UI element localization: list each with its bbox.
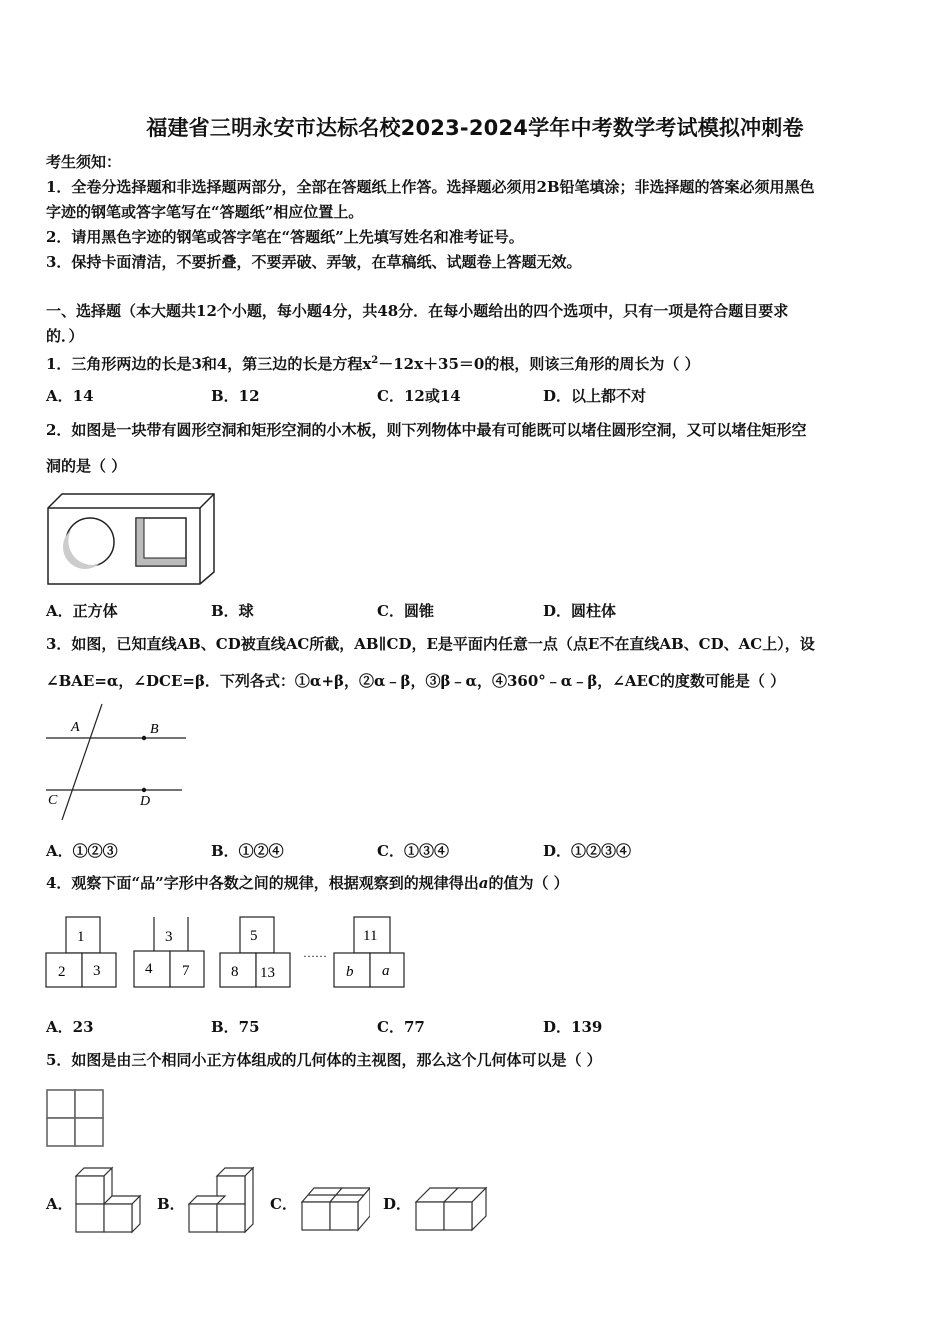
question-1-text: 1．三角形两边的长是3和4，第三边的长是方程x — [46, 355, 372, 373]
front-view-figure — [44, 1087, 106, 1149]
question-4-text: 4．观察下面“品”字形中各数之间的规律，根据观察到的规律得出 — [46, 874, 479, 892]
q5-option-a-figure[interactable] — [72, 1162, 144, 1234]
question-2: 2．如图是一块带有圆形空洞和矩形空洞的小木板，则下列物体中最有可能既可以堵住圆形空洞，又可以堵住矩形空 — [46, 421, 807, 439]
pin-left: 2 — [58, 964, 66, 980]
notice-item: 3．保持卡面清洁，不要折叠，不要弄破、弄皱，在草稿纸、试题卷上答题无效。 — [46, 253, 582, 271]
q5-option-b[interactable]: B． — [157, 1195, 185, 1213]
q5-option-b-figure[interactable] — [185, 1162, 257, 1234]
pin-top: 1 — [77, 929, 85, 945]
parallel-lines-figure — [44, 700, 189, 825]
page-title: 福建省三明永安市达标名校2023-2024学年中考数学考试模拟冲刺卷 — [146, 116, 804, 140]
q1-option-b[interactable]: B．12 — [211, 387, 260, 405]
label-b: B — [150, 722, 159, 737]
q1-option-d[interactable]: D．以上都不对 — [543, 387, 647, 405]
q3-option-b[interactable]: B．①②④ — [211, 842, 284, 860]
pin-left: 8 — [231, 964, 239, 980]
pin-right: 7 — [182, 963, 190, 979]
question-1-text-cont: －12x＋35＝0的根，则该三角形的周长为（ ） — [378, 355, 700, 373]
q5-option-d-figure[interactable] — [412, 1180, 492, 1234]
q4-option-b[interactable]: B．75 — [211, 1018, 260, 1036]
question-1 — [46, 351, 700, 374]
q1-option-c[interactable]: C．12或14 — [377, 387, 461, 405]
q5-option-a[interactable]: A． — [46, 1195, 73, 1213]
wooden-board-figure — [44, 490, 219, 588]
pin-right: 3 — [93, 963, 101, 979]
notice-heading: 考生须知： — [46, 153, 122, 171]
notice-item: 1．全卷分选择题和非选择题两部分，全部在答题纸上作答。选择题必须用2B铅笔填涂；非选择题的答案必须用黑色 — [46, 178, 815, 196]
question-4 — [46, 873, 569, 893]
q3-option-a[interactable]: A．①②③ — [46, 842, 118, 860]
question-4-text-cont: 的值为（ ） — [488, 874, 569, 892]
q5-option-c-figure[interactable] — [298, 1180, 370, 1234]
q2-option-a[interactable]: A．正方体 — [46, 602, 118, 620]
pin-group — [134, 917, 204, 987]
pin-top: 3 — [165, 929, 173, 945]
label-c: C — [48, 793, 58, 808]
pin-left: 4 — [145, 961, 153, 977]
ellipsis-dots: …… — [303, 946, 327, 960]
q4-option-a[interactable]: A．23 — [46, 1018, 94, 1036]
section-heading-cont: 的．） — [46, 327, 84, 345]
pin-right: a — [382, 963, 390, 979]
q3-option-c[interactable]: C．①③④ — [377, 842, 449, 860]
q2-option-c[interactable]: C．圆锥 — [377, 602, 434, 620]
q2-option-b[interactable]: B．球 — [211, 602, 254, 620]
q4-option-d[interactable]: D．139 — [543, 1018, 603, 1036]
section-heading: 一、选择题（本大题共12个小题，每小题4分，共48分．在每小题给出的四个选项中，只有一项是符合题目要求 — [46, 302, 789, 320]
pin-group — [334, 917, 404, 987]
pin-group — [46, 917, 116, 987]
pin-top: 11 — [363, 928, 378, 944]
q2-option-d[interactable]: D．圆柱体 — [543, 602, 617, 620]
q3-option-d[interactable]: D．①②③④ — [543, 842, 632, 860]
label-d: D — [140, 794, 151, 809]
pin-top: 5 — [250, 928, 258, 944]
pin-right: 13 — [260, 965, 275, 981]
pin-pattern-figure — [44, 915, 409, 991]
pin-left: b — [346, 964, 354, 980]
q4-option-c[interactable]: C．77 — [377, 1018, 425, 1036]
question-3-cont: ∠BAE=α，∠DCE=β．下列各式：①α+β，②α﹣β，③β﹣α，④360°﹣α﹣β，∠AEC的度数可能是（ ） — [46, 672, 786, 690]
line-ac — [62, 704, 102, 820]
q1-option-a[interactable]: A．14 — [46, 387, 94, 405]
q5-option-d[interactable]: D． — [383, 1195, 412, 1213]
pin-group — [220, 917, 290, 987]
question-5: 5．如图是由三个相同小正方体组成的几何体的主视图，那么这个几何体可以是（ ） — [46, 1051, 602, 1069]
q5-option-c[interactable]: C． — [270, 1195, 297, 1213]
question-3: 3．如图，已知直线AB、CD被直线AC所截，AB∥CD，E是平面内任意一点（点E不在直线AB、CD、AC上），设 — [46, 635, 815, 653]
label-a: A — [71, 720, 80, 735]
notice-item: 2．请用黑色字迹的钢笔或答字笔在“答题纸”上先填写姓名和准考证号。 — [46, 228, 524, 246]
exponent: 2 — [371, 355, 379, 366]
notice-item: 字迹的钢笔或答字笔写在“答题纸”相应位置上。 — [46, 203, 364, 221]
variable-a: a — [478, 874, 489, 892]
question-2-cont: 洞的是（ ） — [46, 457, 127, 475]
